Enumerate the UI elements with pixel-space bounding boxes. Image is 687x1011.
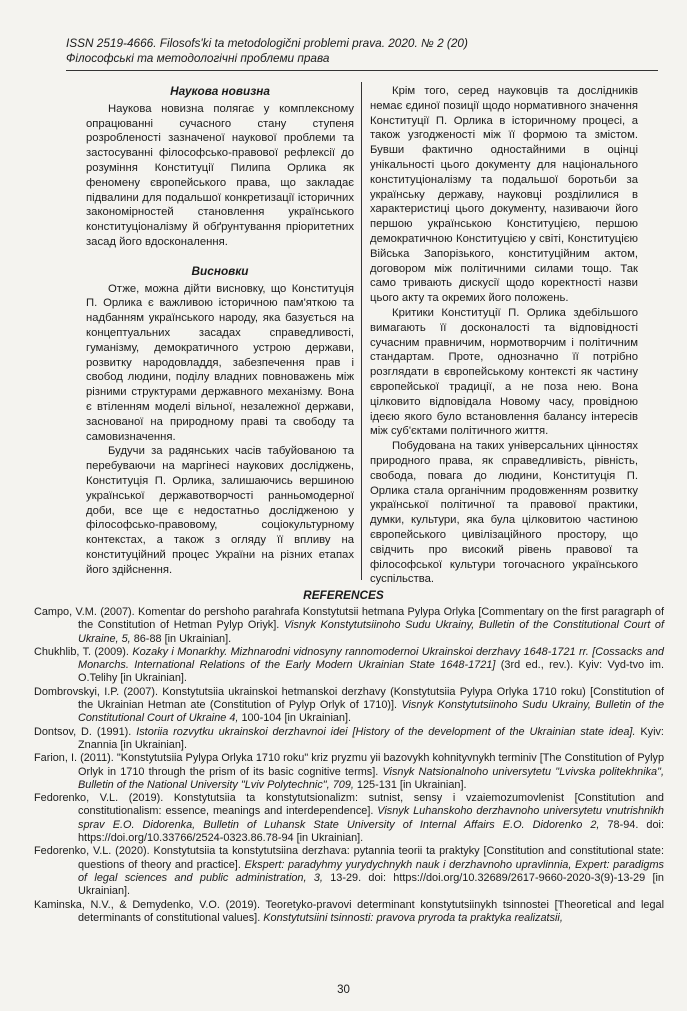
ref-pages: 78-94. doi: https://doi.org/10.33766/2524-0323.86.78-94 [in Ukrainian]. <box>78 818 664 845</box>
ref-source: Visnyk Konstytutsiinoho Sudu Ukrainy, Bulletin of the Constitutional Court of Ukraine, 5, <box>78 619 664 645</box>
ref-text: Chukhlib, T. (2009). <box>34 645 133 658</box>
ref-pages: 13-29. doi: https://doi.org/10.32689/2617-9660-2020-3(9)-13-29 [in Ukrainian]. <box>78 871 664 898</box>
right-paragraph-3: Побудована на таких універсальних цінностях природного права, як справедливість, рівність, свобода, повага до людини, Конституція П. Орлика стала органічним продовженням розвитку української політичної та правової практики, думки, культури, яка була цілковитою частиною європейського цивілізаційного простору, що свідчить про високий рівень правової та філософської культури тогочасного українського суспільства. <box>370 440 638 586</box>
reference-item <box>34 792 664 845</box>
ref-source: Visnyk Natsionalnoho universytetu "Lvivska politekhnika", Bulletin of the National University "Lviv Polytechnic", 709, <box>78 765 665 791</box>
conclusions-paragraph-1: Отже, можна дійти висновку, що Конституція П. Орлика є важливою історичною пам'яткою та надбанням українського народу, яка базується на концептуальних засадах справедливості, гуманізму, демократичного устрою держави, розвитку народовладдя, забезпечення прав і свобод людини, поділу владних повноважень між різними структурами державного механізму. Вона є втіленням моделі вільної, незалежної держави, заснованої на природному праві та свободу та самовизначення. <box>86 282 354 443</box>
conclusions-heading: Висновки <box>191 263 249 278</box>
header-issn-line: ISSN 2519-4666. Filosofs'ki ta metodologični problemi prava. 2020. № 2 (20) <box>66 36 468 50</box>
ref-text: Fedorenko, V.L. (2019). Konstytutsiia ta konstytutsionalizm: sutnist, sensy i vzaiemozumovlenist [Constitution and constitutionalism: essence, meanings and interdependence]. <box>34 792 664 818</box>
ref-pages: 100-104 [in Ukrainian]. <box>238 712 352 725</box>
ref-text: Dontsov, D. (1991). <box>34 725 137 738</box>
reference-item <box>34 726 664 753</box>
novelty-heading: Наукова новизна <box>170 84 270 98</box>
header-journal-title: Філософські та методологічні проблеми права <box>66 51 330 65</box>
reference-item <box>34 845 664 898</box>
references-list <box>34 606 664 925</box>
ref-pages: 125-131 [in Ukrainian]. <box>353 778 467 791</box>
header-rule <box>66 70 658 71</box>
ref-pages: 86-88 [in Ukrainian]. <box>130 632 232 645</box>
novelty-paragraph: Наукова новизна полягає у комплексному опрацюванні сучасного стану ступеня розробленості зазначеної наукової проблеми та застосуванні філософсько-правової рефлексії до розуміння Конституції Пилипа Орлика як феномену європейського права, що закладає підвалини для подальшої конкретизації історичних закономірностей становлення українського конституціоналізму й обґрунтування пріоритетних засад його вдосконалення. <box>86 102 354 248</box>
reference-item <box>34 752 664 792</box>
ref-source: Konstytutsiini tsinnosti: pravova pryroda ta praktyka realizatsii, <box>263 911 563 924</box>
reference-item <box>34 899 664 926</box>
ref-text: Farion, I. (2011). "Konstytutsiia Pylypa Orlyka 1710 roku" kriz pryzmu yii bazovykh kohnityvnykh terminiv [The Constitution of Pylyp Orlyk in 1710 through the prism of its basic cognitive terms]. <box>34 752 664 778</box>
conclusions-paragraph-2: Будучи за радянських часів табуйованою та перебуваючи на маргінесі наукових досліджень, Конституція П. Орлика, залишаючись вершиною української державотворчості ранньомодерної доби, все ще є недостатньо дослідженою у філософсько-правовому, соціокультурному контекстах, а також з огляду її впливу на конституційний процес України на різних етапах його здійснення. <box>86 445 354 576</box>
ref-source: Ekspert: paradyhmy yurydychnykh nauk i derzhavnoho upravlinnia, Expert: paradigms of legal sciences and public administration, 3, <box>78 858 664 884</box>
ref-text: Kaminska, N.V., & Demydenko, V.O. (2019). Teoretyko-pravovi determinant konstytutsiinykh tsinnostei [Theoretical and legal determinants of constitutional values]. <box>34 898 664 924</box>
reference-item <box>34 646 664 686</box>
right-column <box>370 84 638 587</box>
ref-pages: Kyiv: Znannia [in Ukrainian]. <box>78 725 664 751</box>
left-column <box>86 84 354 578</box>
reference-item <box>34 686 664 726</box>
column-divider <box>361 82 362 580</box>
ref-source: Istoriia rozvytku ukrainskoi derzhavnoi idei [History of the development of the Ukrainian state idea]. <box>136 725 636 738</box>
ref-source: Visnyk Luhanskoho derzhavnoho universytetu vnutrishnikh sprav E.O. Didorenka, Bulletin of Luhansk State University of Internal Affairs E.O. Didorenko 2, <box>78 805 664 831</box>
reference-item <box>34 606 664 646</box>
ref-source: Visnyk Konstytutsiinoho Sudu Ukrainy, Bulletin of the Constitutional Court of Ukraine 4, <box>78 699 664 725</box>
right-paragraph-1: Крім того, серед науковців та дослідників немає єдиної позиції щодо нормативного значення Конституції П. Орлика в історичному процесі, а також узгодженості між її формою та змістом. Бувши фактично одностайними в оцінці унікальності цього документу для національного конституціоналізму та подальшої боротьби за українську державу, науковці розділилися в характеристиці цього документу, називаючи його першою українською Конституцією, першою демократичною Конституцією у світі, Конституцією Війська Запорізького, конституційним актом, договором між політичними силами тощо. Так само тривають дискусії щодо коректності назви цього акту та окремих його положень. <box>370 85 638 305</box>
running-header <box>66 36 656 66</box>
ref-text: Campo, V.M. (2007). Komentar do pershoho parahrafa Konstytutsii hetmana Pylypa Orlyka [Commentary on the first paragraph of the Constitution of Hetman Pylyp Oriyk]. <box>34 606 664 632</box>
page-number: 30 <box>337 984 350 996</box>
ref-source: Kozaky i Monarkhy. Mizhnarodni vidnosyny rannomodernoi Ukrainskoi derzhavy 1648-1721 rr. [Cossacks and Monarchs. International Relations of the Early Modern Ukrainian State 1648-1721] <box>78 645 664 672</box>
references-heading: REFERENCES <box>303 588 384 602</box>
right-paragraph-2: Критики Конституції П. Орлика здебільшого вимагають її досконалості та відповідності сучасним правничим, нормотворчим і політичним стандартам. Проте, однозначно її потрібно розглядати в європейському контексті як частину європейської традиції, а не поза нею. Вона цілковито відповідала Новому часу, провідною ідеєю якого було встановлення балансу інтересів між суб'єктами політичного життя. <box>370 306 638 438</box>
ref-text: Dombrovskyi, I.P. (2007). Konstytutsiia ukrainskoi hetmanskoi derzhavy (Konstytutsiia Pylypa Orlyka 1710 roku) [Constitution of the Ukrainian Hetman ate (Constitution of Pylyp Orlyk of 1710)]. <box>34 685 664 712</box>
ref-pages: (3rd ed., rev.). Kyiv: Vyd-tvo im. O.Telihy [in Ukrainian]. <box>78 659 664 685</box>
ref-text: Fedorenko, V.L. (2020). Konstytutsiia ta konstytutsiina derzhava: pytannia teorii ta praktyky [Constitution and constitutional state: questions of theory and practice]. <box>34 845 664 871</box>
